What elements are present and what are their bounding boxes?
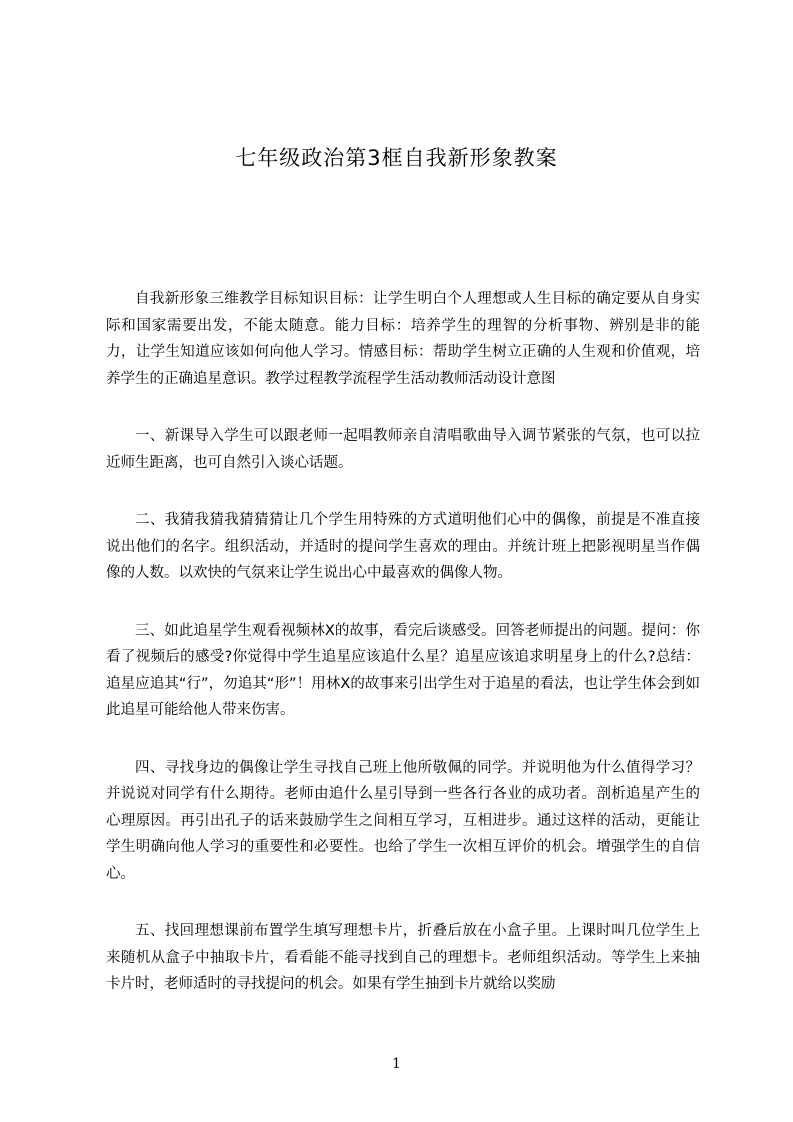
page-number: 1: [392, 1056, 401, 1072]
paragraph-section-3: 三、如此追星学生观看视频林X的故事，看完后谈感受。回答老师提出的问题。提问：你看了视频后的感受?你觉得中学生追星应该追什么星？追星应该追求明星身上的什么?总结：追星应追其“行”，勿追其“形”！用林X的故事来引出学生对于追星的看法，也让学生体会到如此追星可能给他人带来伤害。: [106, 622, 700, 718]
document-body: [106, 286, 700, 1029]
paragraph-section-1: 一、新课导入学生可以跟老师一起唱教师亲自清唱歌曲导入调节紧张的气氛，也可以拉近师生距离，也可自然引入谈心话题。: [106, 428, 700, 471]
paragraph-section-5: 五、找回理想课前布置学生填写理想卡片，折叠后放在小盒子里。上课时叫几位学生上来随机从盒子中抽取卡片，看看能不能寻找到自己的理想卡。老师组织活动。等学生上来抽卡片时，老师适时的寻找提问的机会。如果有学生抽到卡片就给以奖励: [106, 923, 700, 992]
paragraph-section-4: 四、寻找身边的偶像让学生寻找自己班上他所敬佩的同学。并说明他为什么值得学习？并说说对同学有什么期待。老师由追什么星引导到一些各行各业的成功者。剖析追星产生的心理原因。再引出孔子的话来鼓励学生之间相互学习，互相进步。通过这样的活动，更能让学生明确向他人学习的重要性和必要性。也给了学生一次相互评价的机会。增强学生的自信心。: [106, 759, 700, 882]
paragraph-objectives: 自我新形象三维教学目标知识目标：让学生明白个人理想或人生目标的确定要从自身实际和国家需要出发，不能太随意。能力目标：培养学生的理智的分析事物、辨别是非的能力，让学生知道应该如何向他人学习。情感目标：帮助学生树立正确的人生观和价值观，培养学生的正确追星意识。教学过程教学流程学生活动教师活动设计意图: [106, 291, 700, 387]
document-title: 七年级政治第3框自我新形象教案: [235, 146, 558, 170]
paragraph-section-2: 二、我猜我猜我猜猜猜让几个学生用特殊的方式道明他们心中的偶像，前提是不准直接说出他们的名字。组织活动，并适时的提问学生喜欢的理由。并统计班上把影视明星当作偶像的人数。以欢快的气氛来让学生说出心中最喜欢的偶像人物。: [106, 512, 700, 581]
